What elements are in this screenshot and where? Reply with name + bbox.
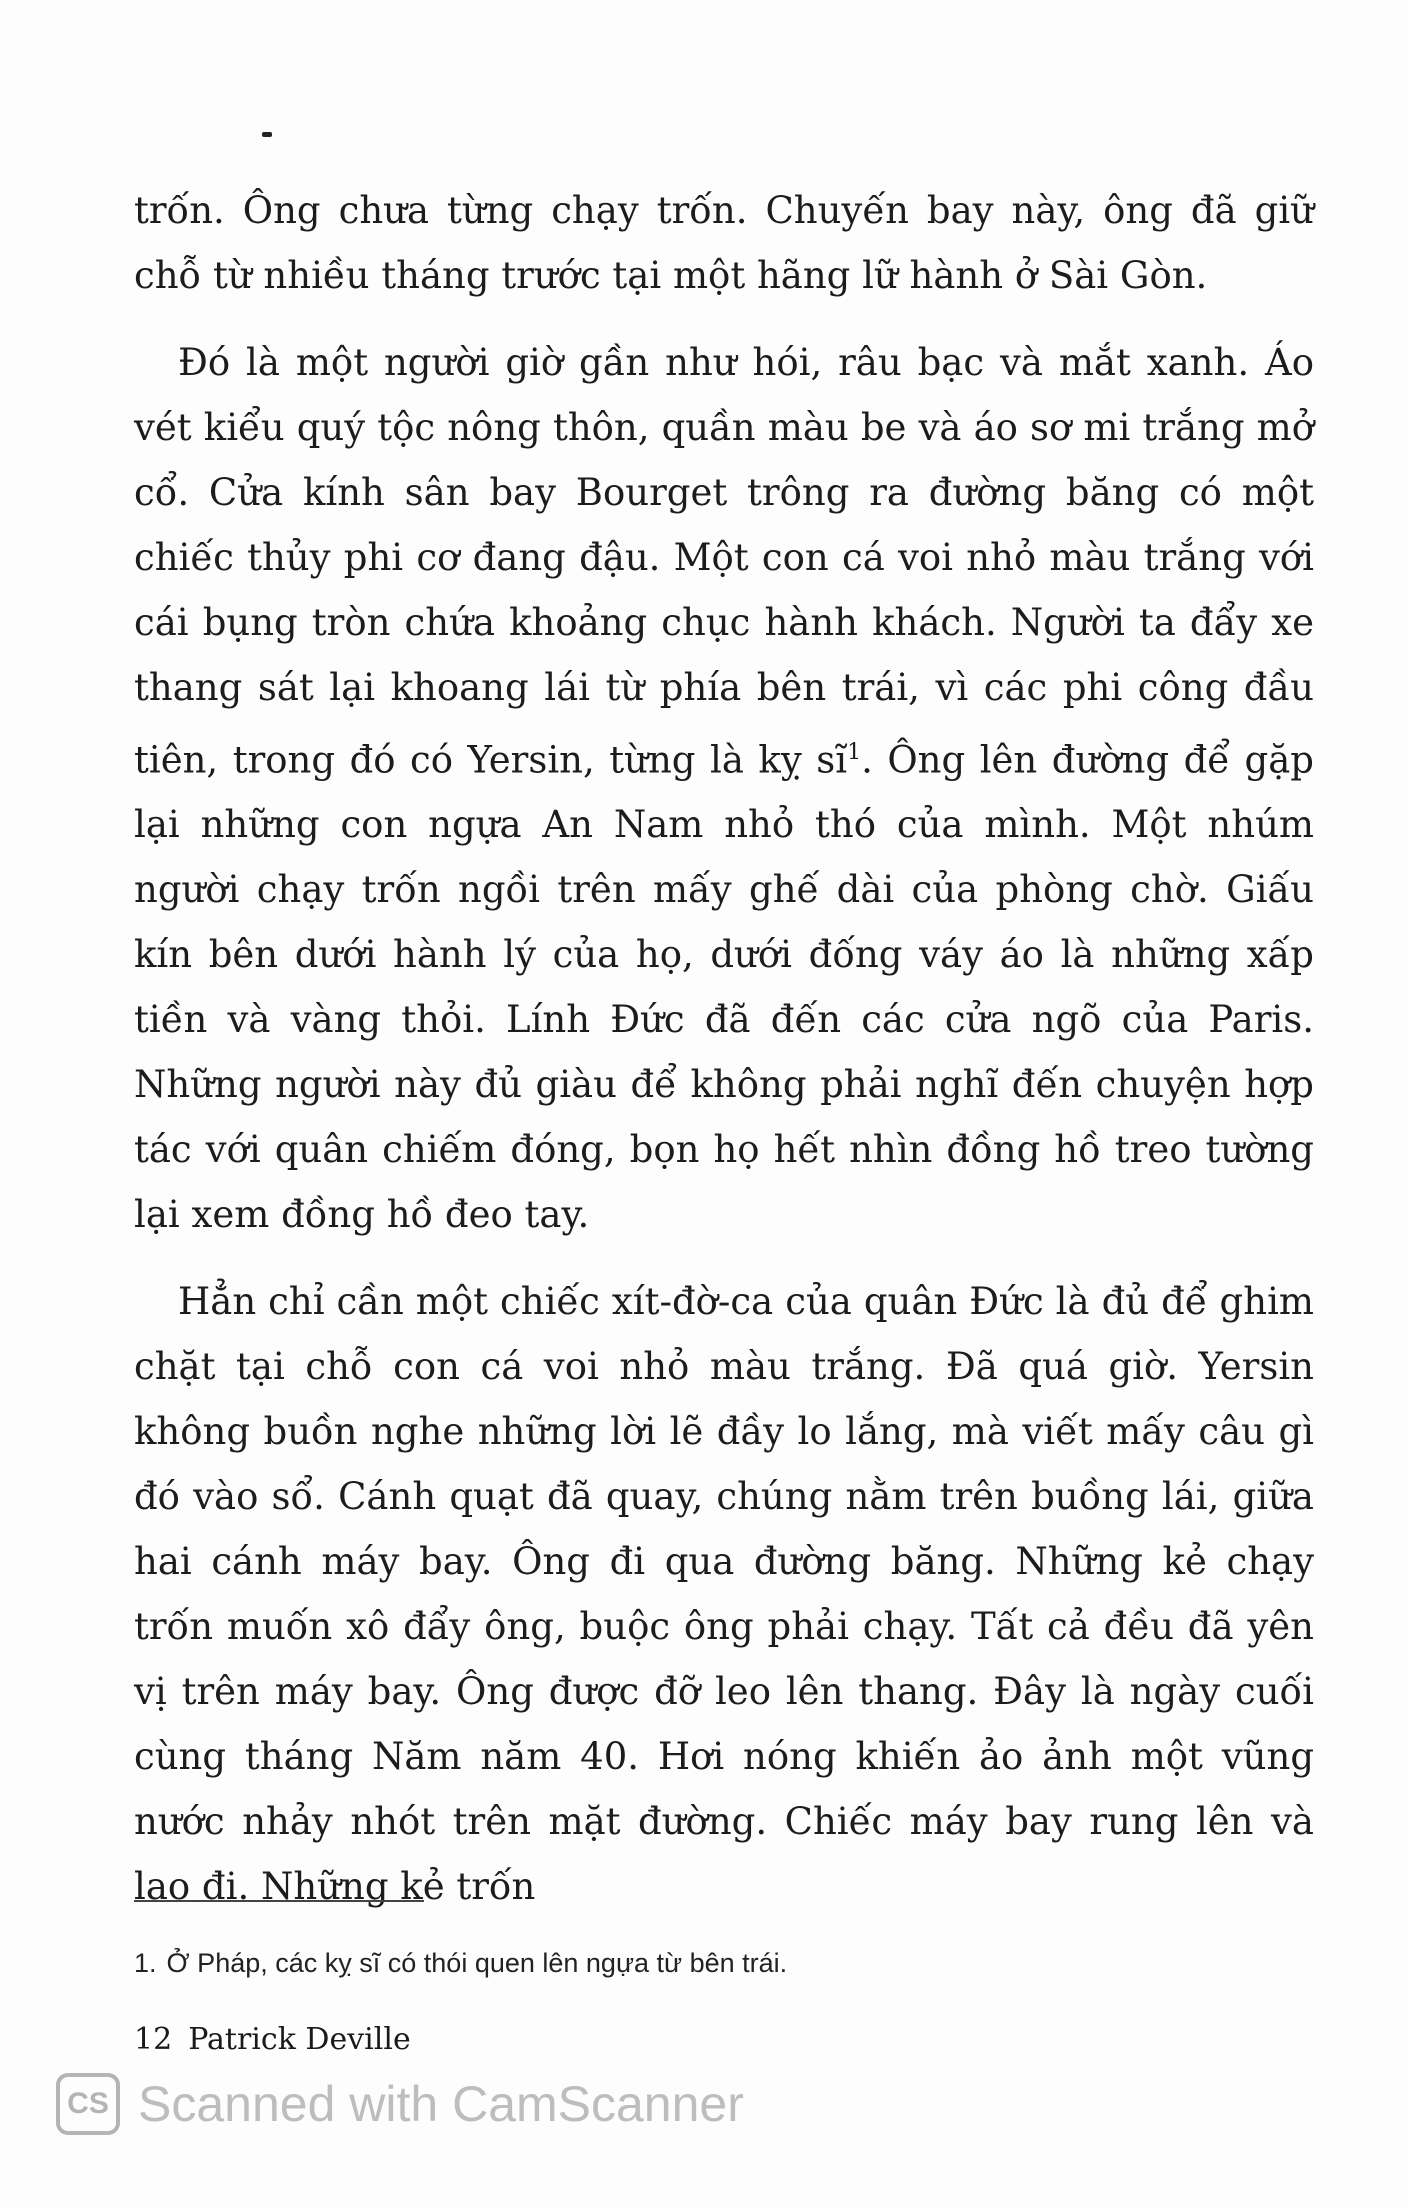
footnote-number: 1. <box>134 1948 157 1978</box>
page-number: 12 <box>134 2022 173 2057</box>
camscanner-watermark <box>56 2064 744 2144</box>
paragraph-3: Hẳn chỉ cần một chiếc xít-đờ-ca của quân Đức là đủ để ghim chặt tại chỗ con cá voi nhỏ màu trắng. Đã quá giờ. Yersin không buồn nghe những lời lẽ đầy lo lắng, mà viết mấy câu gì đó vào sổ. Cánh quạt đã quay, chúng nằm trên buồng lái, giữa hai cánh máy bay. Ông đi qua đường băng. Những kẻ chạy trốn muốn xô đẩy ông, buộc ông phải chạy. Tất cả đều đã yên vị trên máy bay. Ông được đỡ leo lên thang. Đây là ngày cuối cùng tháng Năm năm 40. Hơi nóng khiến ảo ảnh một vũng nước nhảy nhót trên mặt đường. Chiếc máy bay rung lên và lao đi. Những kẻ trốn <box>134 1280 1314 1909</box>
body-text <box>134 178 1314 1919</box>
paragraph-2 <box>134 330 1314 1247</box>
paragraph-1: trốn. Ông chưa từng chạy trốn. Chuyến bay này, ông đã giữ chỗ từ nhiều tháng trước tại một hãng lữ hành ở Sài Gòn. <box>134 189 1314 297</box>
footnote-divider <box>134 1900 424 1902</box>
footnote-reference: 1 <box>847 740 862 765</box>
paragraph-2-part-b: . Ông lên đường để gặp lại những con ngựa An Nam nhỏ thó của mình. Một nhúm người chạy trốn ngồi trên mấy ghế dài của phòng chờ. Giấu kín bên dưới hành lý của họ, dưới đống váy áo là những xấp tiền và vàng thỏi. Lính Đức đã đến các cửa ngõ của Paris. Những người này đủ giàu để không phải nghĩ đến chuyện hợp tác với quân chiếm đóng, bọn họ hết nhìn đồng hồ treo tường lại xem đồng hồ đeo tay. <box>134 738 1314 1237</box>
author-name: Patrick Deville <box>188 2022 411 2057</box>
footnote-text: Ở Pháp, các kỵ sĩ có thói quen lên ngựa từ bên trái. <box>166 1948 788 1978</box>
page-footer <box>134 2022 411 2057</box>
watermark-text: Scanned with CamScanner <box>138 2076 744 2132</box>
camscanner-logo-icon: CS <box>56 2073 120 2135</box>
ink-speck <box>262 132 272 137</box>
paragraph-2-part-a: Đó là một người giờ gần như hói, râu bạc và mắt xanh. Áo vét kiểu quý tộc nông thôn, quần màu be và áo sơ mi trắng mở cổ. Cửa kính sân bay Bourget trông ra đường băng có một chiếc thủy phi cơ đang đậu. Một con cá voi nhỏ màu trắng với cái bụng tròn chứa khoảng chục hành khách. Người ta đẩy xe thang sát lại khoang lái từ phía bên trái, vì các phi công đầu tiên, trong đó có Yersin, từng là kỵ sĩ <box>134 341 1314 782</box>
footnote <box>134 1948 787 1979</box>
